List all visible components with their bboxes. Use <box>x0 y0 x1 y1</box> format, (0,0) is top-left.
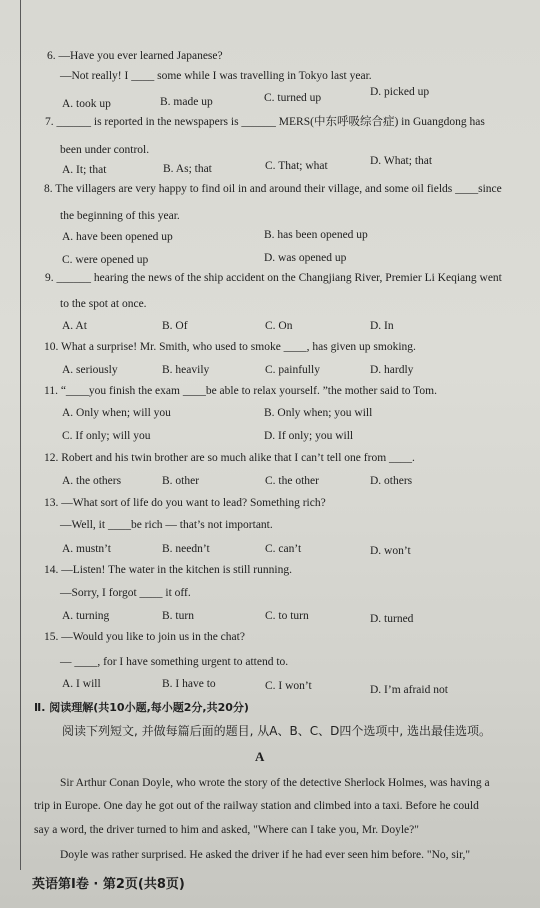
q14-option-b: B. turn <box>162 610 194 622</box>
q9-option-d: D. In <box>370 320 394 332</box>
q15-stem-line1: 15. —Would you like to join us in the chat? <box>44 631 245 643</box>
q7-option-a: A. It; that <box>62 164 107 176</box>
q15-option-a: A. I will <box>62 678 101 690</box>
q10-option-d: D. hardly <box>370 364 414 376</box>
q13-option-a: A. mustn’t <box>62 543 111 555</box>
q14-stem-line2: —Sorry, I forgot ____ it off. <box>60 587 191 599</box>
q8-option-a: A. have been opened up <box>62 231 173 243</box>
q15-option-d: D. I’m afraid not <box>370 684 448 696</box>
section-2-instruction: 阅读下列短文, 并做每篇后面的题目, 从A、B、C、D四个选项中, 选出最佳选项。 <box>62 724 491 738</box>
q10-stem: 10. What a surprise! Mr. Smith, who used to smoke ____, has given up smoking. <box>44 341 416 353</box>
q10-option-a: A. seriously <box>62 364 118 376</box>
q13-stem-line1: 13. —What sort of life do you want to lead? Something rich? <box>44 497 326 509</box>
q6-option-b: B. made up <box>160 96 213 108</box>
q7-option-c: C. That; what <box>265 160 328 172</box>
page-footer: 英语第Ⅰ卷 · 第2页(共8页) <box>32 877 185 892</box>
q6-option-c: C. turned up <box>264 92 322 104</box>
q14-stem-line1: 14. —Listen! The water in the kitchen is still running. <box>44 564 292 576</box>
q12-option-c: C. the other <box>265 475 319 487</box>
section-2-heading: Ⅱ. 阅读理解(共10小题,每小题2分,共20分) <box>34 701 249 714</box>
q13-option-d: D. won’t <box>370 545 411 557</box>
q8-stem-line1: 8. The villagers are very happy to find oil in and around their village, and some oil fields ____since <box>44 183 502 195</box>
passage-a-line4: Doyle was rather surprised. He asked the driver if he had ever seen him before. "No, sir," <box>60 849 471 861</box>
q11-stem: 11. “____you finish the exam ____be able to relax yourself. ”the mother said to Tom. <box>44 385 437 397</box>
q14-option-a: A. turning <box>62 610 110 622</box>
q15-option-c: C. I won’t <box>265 680 312 692</box>
q11-option-c: C. If only; will you <box>62 430 151 442</box>
q9-stem-line2: to the spot at once. <box>60 298 147 310</box>
q7-option-b: B. As; that <box>163 163 212 175</box>
q7-stem-line2: been under control. <box>60 144 150 156</box>
q13-stem-line2: —Well, it ____be rich — that’s not important. <box>60 519 273 531</box>
q10-option-c: C. painfully <box>265 364 320 376</box>
q15-stem-line2: — ____, for I have something urgent to attend to. <box>60 656 289 668</box>
q13-option-b: B. needn’t <box>162 543 210 555</box>
q15-option-b: B. I have to <box>162 678 216 690</box>
q6-option-a: A. took up <box>62 98 111 110</box>
q8-option-b: B. has been opened up <box>264 229 368 241</box>
passage-a-line3: say a word, the driver turned to him and asked, "Where can I take you, Mr. Doyle?" <box>34 824 419 836</box>
q6-stem-line1: 6. —Have you ever learned Japanese? <box>47 50 223 62</box>
q11-option-b: B. Only when; you will <box>264 407 373 419</box>
binding-margin-line <box>20 0 21 870</box>
q13-option-c: C. can’t <box>265 543 302 555</box>
passage-a-line1: Sir Arthur Conan Doyle, who wrote the story of the detective Sherlock Holmes, was having a <box>60 777 490 789</box>
q9-option-c: C. On <box>265 320 293 332</box>
passage-a-line2: trip in Europe. One day he got out of the railway station and climbed into a taxi. Before he could <box>34 800 479 812</box>
q11-option-a: A. Only when; will you <box>62 407 171 419</box>
q12-option-a: A. the others <box>62 475 122 487</box>
q12-stem: 12. Robert and his twin brother are so much alike that I can’t tell one from ____. <box>44 452 415 464</box>
q7-option-d: D. What; that <box>370 155 433 167</box>
q12-option-d: D. others <box>370 475 413 487</box>
q9-stem-line1: 9. ______ hearing the news of the ship accident on the Changjiang River, Premier Li Keqiang went <box>45 272 502 284</box>
q9-option-b: B. Of <box>162 320 188 332</box>
q6-option-d: D. picked up <box>370 86 430 98</box>
q14-option-d: D. turned <box>370 613 414 625</box>
q12-option-b: B. other <box>162 475 200 487</box>
q11-option-d: D. If only; you will <box>264 430 354 442</box>
q9-option-a: A. At <box>62 320 87 332</box>
q10-option-b: B. heavily <box>162 364 210 376</box>
q8-option-d: D. was opened up <box>264 252 347 264</box>
q6-stem-line2: —Not really! I ____ some while I was travelling in Tokyo last year. <box>60 70 372 82</box>
q14-option-c: C. to turn <box>265 610 309 622</box>
q8-stem-line2: the beginning of this year. <box>60 210 180 222</box>
q7-stem-line1: 7. ______ is reported in the newspapers is ______ MERS(中东呼吸综合症) in Guangdong has <box>45 116 485 128</box>
q8-option-c: C. were opened up <box>62 254 149 266</box>
passage-a-title: A <box>255 749 265 764</box>
